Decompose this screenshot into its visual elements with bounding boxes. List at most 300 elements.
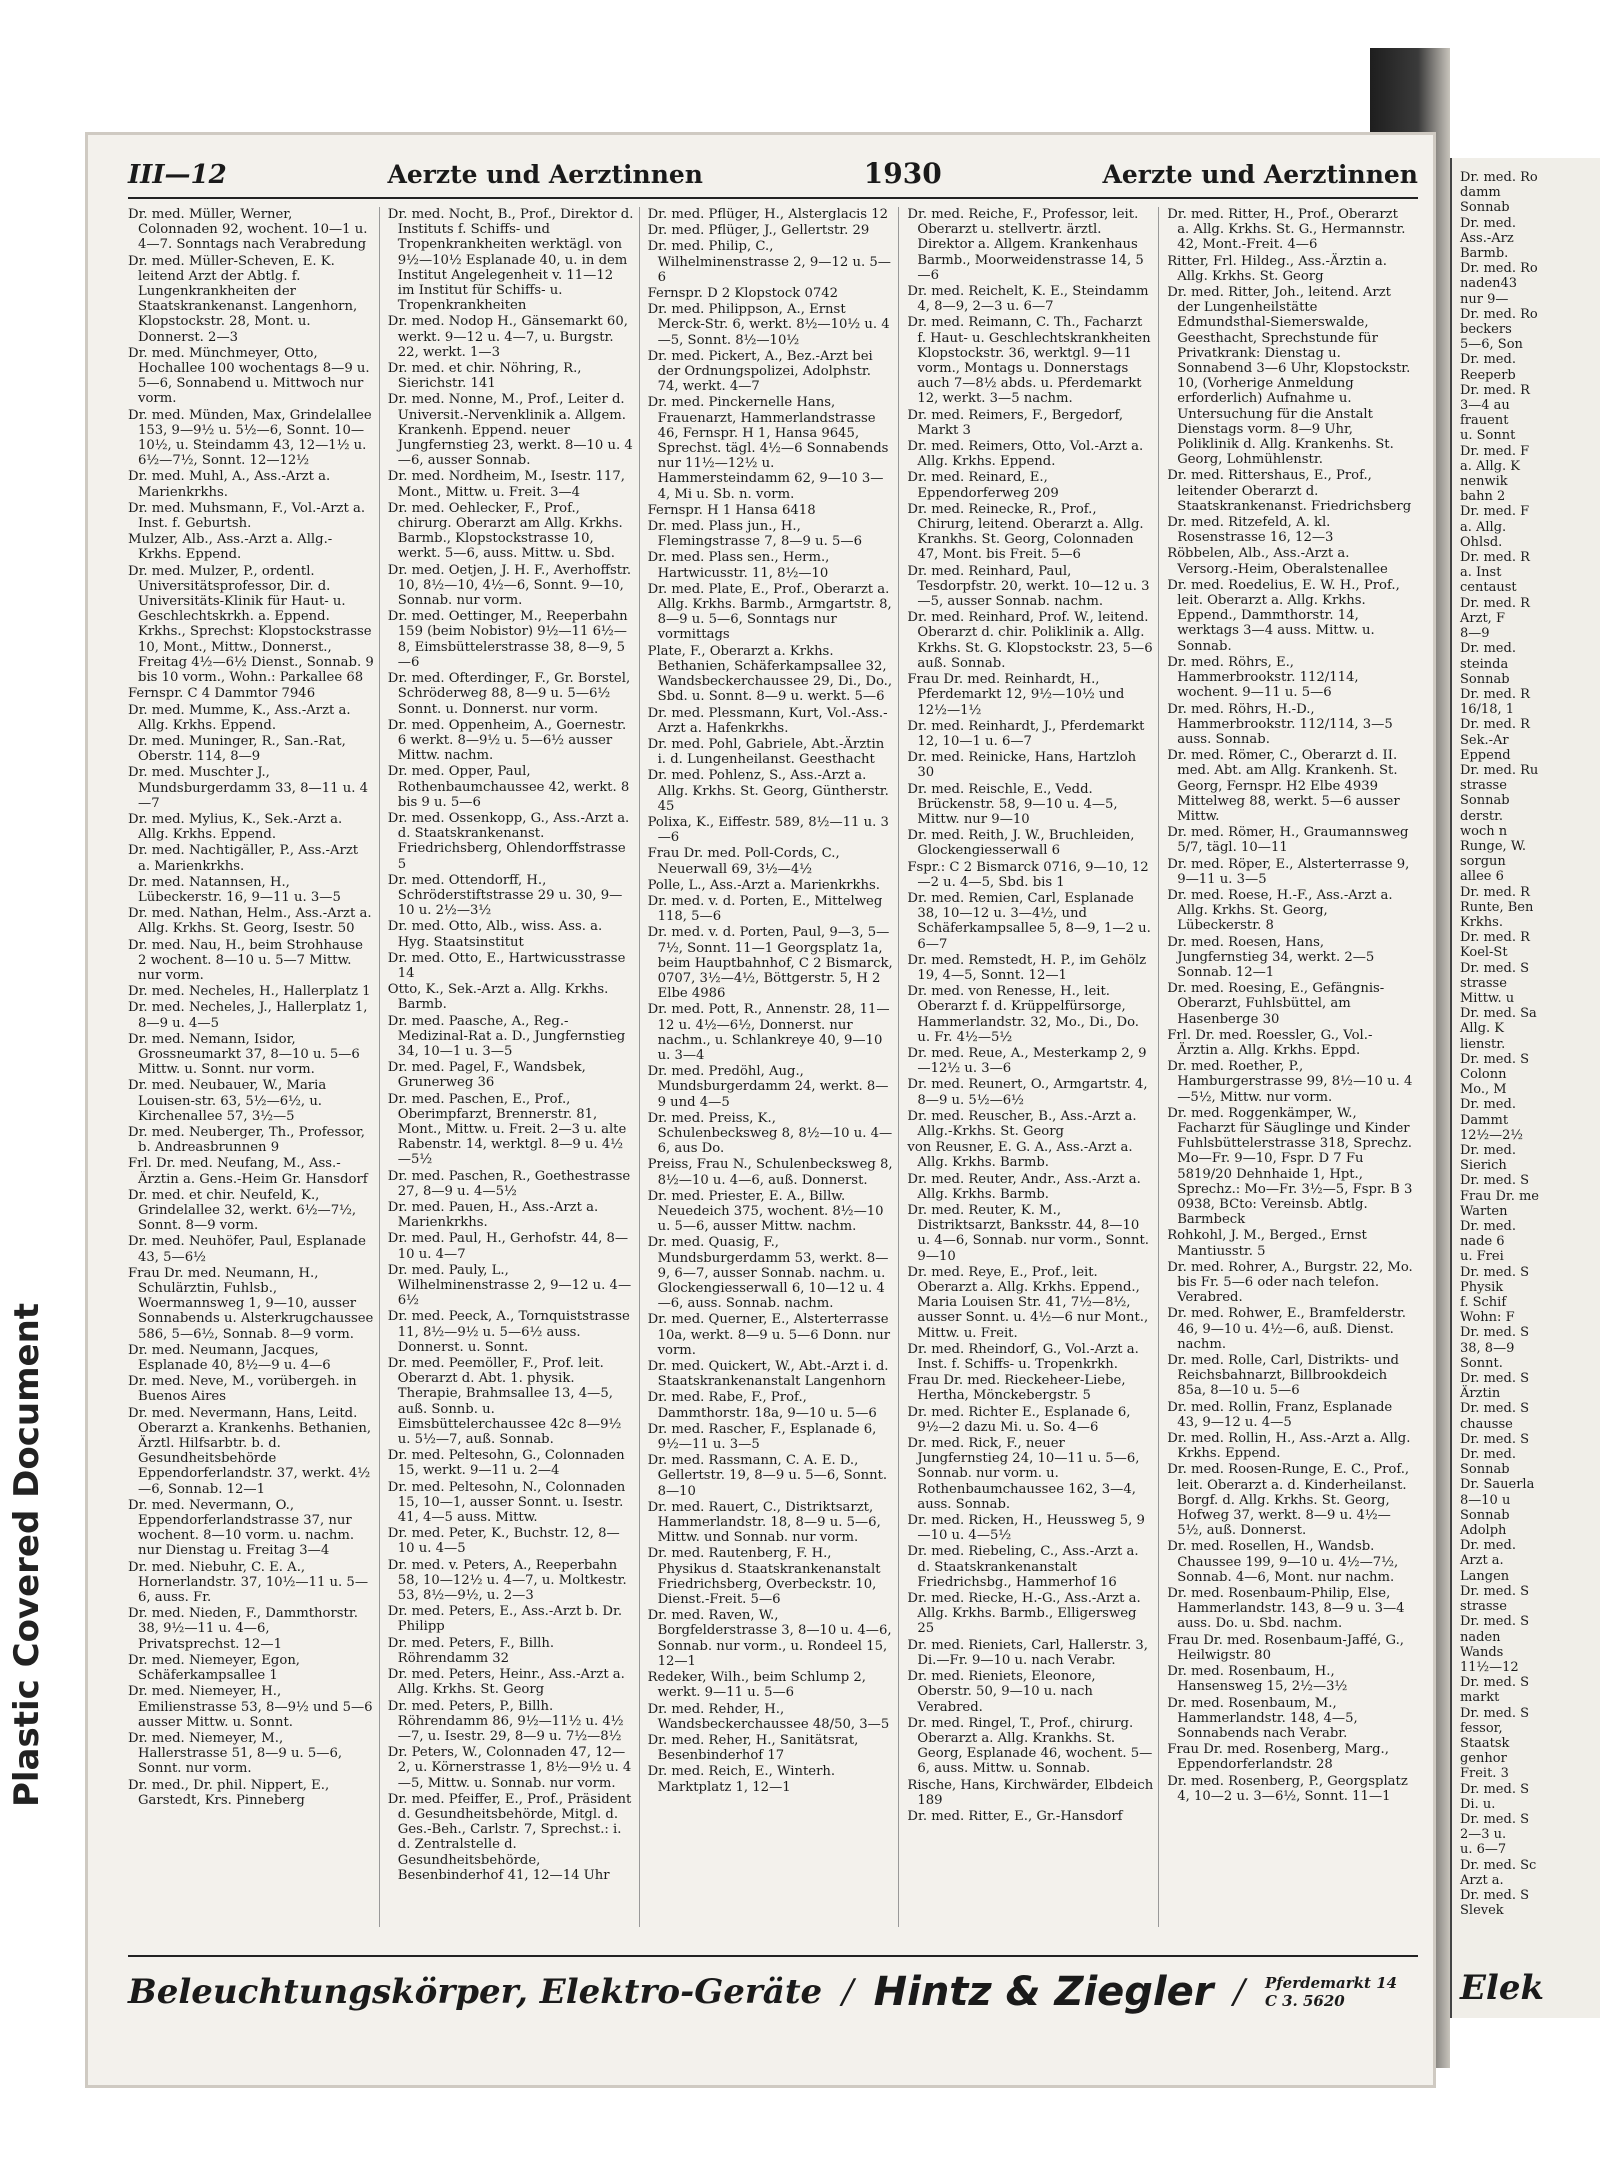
next-page-line: Colonn: [1460, 1066, 1507, 1082]
directory-entry: Dr. med. Römer, H., Graumannsweg 5/7, tägl. 10—11: [1167, 825, 1409, 856]
directory-entry: Dr. med. Nathan, Helm., Ass.-Arzt a. Allg. Krkhs. St. Georg, Isestr. 50: [128, 906, 372, 937]
next-page-line: Wands: [1460, 1644, 1504, 1660]
directory-entry: Dr. med. Niebuhr, C. E. A., Hornerlandstr. 37, 10½—11 u. 5—6, auss. Fr.: [128, 1559, 369, 1606]
next-page-line: Dr. med. R: [1460, 717, 1530, 733]
next-page-line: Dr. med. R: [1460, 595, 1530, 611]
directory-entry: Dr. med. Ritzefeld, A. kl. Rosenstrasse 16, 12—3: [1167, 515, 1334, 546]
directory-entry: Dr. med. Pflüger, H., Alsterglacis 12: [647, 207, 889, 222]
directory-entry: Dr. med. Predöhl, Aug., Mundsburgerdamm 24, werkt. 8—9 und 4—5: [647, 1064, 889, 1110]
directory-entry: Dr. med. Reith, J. W., Bruchleiden, Glockengiesserwall 6: [907, 828, 1135, 859]
directory-entry: Dr. med. Reuscher, B., Ass.-Arzt a. Allg.-Krkhs. St. Georg: [907, 1108, 1137, 1139]
section-title-right: Aerzte und Aerztinnen: [1102, 160, 1418, 189]
directory-entry: Dr. med. Rabe, F., Prof., Dammthorstr. 18a, 9—10 u. 5—6: [647, 1390, 877, 1421]
next-page-line: damm: [1460, 185, 1501, 201]
directory-entry: Dr. med. Roether, P., Hamburgerstrasse 99, 8½—10 u. 4—5½, Mittw. nur vorm.: [1167, 1059, 1413, 1105]
directory-entry: Dr. med. Ritter, E., Gr.-Hansdorf: [907, 1808, 1123, 1824]
next-page-line: Dr. med. Sc: [1460, 1857, 1537, 1873]
next-page-line: a. Allg.: [1460, 519, 1507, 535]
directory-entry: Dr. med. Plessmann, Kurt, Vol.-Ass.-Arzt a. Hafenkrkhs.: [647, 705, 888, 736]
column-2: [388, 207, 640, 1927]
directory-entry: Fernspr. D 2 Klopstock 0742: [647, 286, 839, 302]
directory-entry: Dr. med. Opper, Paul, Rothenbaumchaussee 42, werkt. 8 bis 9 u. 5—6: [387, 764, 630, 810]
directory-entry: Dr. med. Nodop H., Gänsemarkt 60, werkt. 9—12 u. 4—7, u. Burgstr. 22, werkt. 1—3: [387, 314, 628, 360]
directory-entry: Dr. med. Rauert, C., Distriktsarzt, Hammerlandstr. 18, 8—9 u. 5—6, Mittw. und Sonnab. nur vorm.: [647, 1499, 881, 1546]
directory-entry: Dr. med. Pagel, F., Wandsbek, Grunerweg 36: [387, 1060, 586, 1091]
next-page-line: Runte, Ben: [1460, 899, 1534, 915]
directory-entry: Polle, L., Ass.-Arzt a. Marienkrkhs.: [647, 877, 880, 893]
next-page-line: 5—6, Son: [1460, 337, 1523, 353]
directory-entry: Röbbelen, Alb., Ass.-Arzt a. Versorg.-Heim, Oberalstenallee: [1167, 546, 1388, 577]
next-page-line: Dr. med. F: [1460, 504, 1530, 520]
directory-entry: Dr. med. Necheles, H., Hallerplatz 1: [128, 984, 371, 1000]
next-page-line: Di. u.: [1460, 1796, 1496, 1812]
directory-entry: Dr. med. Rittershaus, E., Prof., leitender Oberarzt d. Staatskrankenanst. Friedrichsberg: [1167, 468, 1412, 514]
directory-entry: Dr. med. Neubauer, W., Maria Louisen-str. 63, 5½—6½, u. Kirchenallee 57, 3½—5: [128, 1078, 327, 1124]
directory-entry: Dr. med. Reimers, F., Bergedorf, Markt 3: [907, 407, 1124, 438]
next-page-line: Dr. med. R: [1460, 930, 1530, 946]
directory-entry: Dr. med. Natannsen, H., Lübeckerstr. 16, 9—11 u. 3—5: [128, 874, 341, 905]
directory-entry: Dr. med. Peter, K., Buchstr. 12, 8—10 u. 4—5: [387, 1526, 620, 1557]
directory-entry: Dr. med. Neumann, Jacques, Esplanade 40, 8½—9 u. 4—6: [128, 1342, 331, 1374]
next-page-line: Dr. med. S: [1460, 1811, 1529, 1827]
directory-entry: Dr. med. Richter E., Esplanade 6, 9½—2 dazu Mi. u. So. 4—6: [907, 1404, 1131, 1435]
directory-entry: Dr. med. Rheindorf, G., Vol.-Arzt a. Inst. f. Schiffs- u. Tropenkrkh.: [907, 1341, 1139, 1373]
next-page-line: Dr. med. F: [1460, 443, 1530, 459]
directory-entry: Dr. med. Reunert, O., Armgartstr. 4, 8—9 u. 5½—6½: [907, 1077, 1148, 1108]
column-5: [1167, 207, 1418, 1927]
directory-entry: Dr. med. Peeck, A., Tornquiststrasse 11, 8½—9½ u. 5—6½ auss. Donnerst. u. Sonnt.: [387, 1309, 630, 1355]
directory-entry: Dr. med. Reinecke, R., Prof., Chirurg, leitend. Oberarzt a. Allg. Krankhs. St. Georg, Colonnaden 47, Mont. bis Freit. 5—6: [907, 501, 1144, 563]
next-page-line: Dr. med. S: [1460, 1781, 1529, 1797]
directory-entry: Dr. med. Reischle, E., Vedd. Brückenstr. 58, 9—10 u. 4—5, Mittw. nur 9—10: [907, 781, 1118, 827]
next-page-line: naden: [1460, 1629, 1501, 1645]
next-page-line: 3—4 au: [1460, 398, 1510, 414]
next-page-line: Sonnab: [1460, 1507, 1510, 1523]
directory-entry: Dr. med. Nevermann, Hans, Leitd. Oberarzt a. Krankenhs. Bethanien, Ärztl. Hilfsarbtr. b. d. Gesundheitsbehörde Eppendorferlandstr. 37, werkt. 4½—6, Sonnab. 12—1: [128, 1405, 372, 1497]
directory-entry: Dr. med. Riecke, H.-G., Ass.-Arzt a. Allg. Krkhs. Barmb., Elligersweg 25: [907, 1591, 1141, 1637]
directory-entry: Dr. med. Roesing, E., Gefängnis-Oberarzt, Fuhlsbüttel, am Hasenberge 30: [1167, 981, 1385, 1027]
page-header: [128, 157, 1418, 199]
directory-entry: Dr. med. Pohlenz, S., Ass.-Arzt a. Allg. Krkhs. St. Georg, Güntherstr. 45: [647, 768, 889, 814]
side-label: Plastic Covered Document: [7, 1302, 48, 1808]
directory-entry: Dr. med. Reue, A., Mesterkamp 2, 9—12½ u. 3—6: [907, 1045, 1147, 1077]
directory-entry: Dr. med. Rosenbaum, M., Hammerlandstr. 148, 4—5, Sonnabends nach Verabr.: [1167, 1695, 1358, 1741]
next-page-line: Dr. med. S: [1460, 1431, 1529, 1447]
next-page-line: Dr. med.: [1460, 1097, 1516, 1113]
directory-entry: Dr. med. Pohl, Gabriele, Abt.-Ärztin i. d. Lungenheilanst. Geesthacht: [647, 736, 885, 768]
next-page-line: Dr. med. S: [1460, 1051, 1529, 1067]
directory-entry: Dr. med. Nonne, M., Prof., Leiter d. Universit.-Nervenklinik a. Allgem. Krankenh. Eppend. neuer Jungfernstieg 23, werkt. 8—10 u. 4—6, ausser Sonnab.: [387, 392, 633, 469]
directory-entry: Dr. med. et chir. Neufeld, K., Grindelallee 32, werkt. 6½—7½, Sonnt. 8—9 vorm.: [128, 1187, 357, 1234]
next-page-line: Runge, W.: [1460, 838, 1527, 854]
directory-entry: Dr. med. Muninger, R., San.-Rat, Oberstr. 114, 8—9: [128, 733, 346, 765]
directory-entry: Dr. Peters, W., Colonnaden 47, 12—2, u. Körnerstrasse 1, 8½—9½ u. 4—5, Mittw. u. Sonnab. nur vorm.: [387, 1745, 632, 1791]
next-page-line: Allg. K: [1460, 1021, 1505, 1037]
next-page-line: Sek.-Ar: [1460, 732, 1509, 748]
next-page-line: Dr. med.: [1460, 1538, 1516, 1554]
directory-entry: Ritter, Frl. Hildeg., Ass.-Ärztin a. Allg. Krkhs. St. Georg: [1167, 253, 1387, 284]
next-page-line: 38, 8—9: [1460, 1340, 1515, 1356]
next-page-line: Dr. med.: [1460, 641, 1516, 657]
directory-entry: Dr. med. Peemöller, F., Prof. leit. Oberarzt d. Abt. 1. physik. Therapie, Brahmsallee 13, 4—5, auß. Sonnb. u. Eimsbüttelerchaussee 42c 8—9½ u. 5½—7, auß. Sonnab.: [387, 1356, 622, 1448]
ad-text: Beleuchtungskörper, Elektro-Geräte: [128, 1972, 823, 2012]
next-page-line: Dr. med.: [1460, 1219, 1516, 1235]
next-page-line: Dr. med. S: [1460, 1401, 1529, 1417]
directory-entry: Dr. med. Rosenbaum-Philip, Else, Hammerlandstr. 143, 8—9 u. 3—4 auss. Do. u. Sbd. nachm.: [1167, 1586, 1405, 1632]
column-1: [128, 207, 380, 1927]
directory-entry: Dr. med. Reinicke, Hans, Hartzloh 30: [907, 750, 1137, 781]
directory-columns: [128, 207, 1418, 1927]
section-title-left: Aerzte und Aerztinnen: [387, 160, 703, 189]
next-page-line: Ohlsd.: [1460, 534, 1503, 550]
next-page-line: Dr. med. S: [1460, 1705, 1529, 1721]
directory-entry: Dr. med. Mumme, K., Ass.-Arzt a. Allg. Krkhs. Eppend.: [128, 702, 351, 733]
next-page-line: Arzt a.: [1460, 1872, 1504, 1888]
directory-entry: Preiss, Frau N., Schulenbecksweg 8, 8½—10 u. 4—6, auß. Donnerst.: [647, 1157, 893, 1188]
next-page-line: Staatsk: [1460, 1735, 1510, 1751]
directory-entry: Dr. med. et chir. Nöhring, R., Sierichstr. 141: [387, 361, 582, 392]
directory-entry: Dr. med. Ricken, H., Heussweg 5, 9—10 u. 4—5½: [907, 1513, 1145, 1544]
column-4: [907, 207, 1159, 1927]
next-page-line: frauent: [1460, 413, 1509, 429]
year: 1930: [863, 157, 942, 190]
directory-entry: Dr. med. Peters, E., Ass.-Arzt b. Dr. Philipp: [387, 1604, 623, 1635]
next-page-line: Krkhs.: [1460, 914, 1503, 930]
directory-entry: Dr. med. Neuberger, Th., Professor, b. Andreasbrunnen 9: [128, 1124, 366, 1156]
next-page-edge: [1450, 158, 1600, 2018]
next-page-line: Slevek: [1460, 1903, 1504, 1919]
next-page-line: Sonnt.: [1460, 1355, 1503, 1371]
directory-entry: Dr. med. Remstedt, H. P., im Gehölz 19, 4—5, Sonnt. 12—1: [907, 952, 1147, 983]
directory-entry: Dr. med. Pott, R., Annenstr. 28, 11—12 u. 4½—6½, Donnerst. nur nachm., u. Schlankreye 40, 9—10 u. 3—4: [647, 1002, 890, 1063]
next-page-line: 8—9: [1460, 626, 1490, 642]
directory-entry: Dr. med. Rollin, H., Ass.-Arzt a. Allg. Krkhs. Eppend.: [1167, 1431, 1411, 1462]
next-page-line: Dr. med. R: [1460, 884, 1530, 900]
next-page-line: bahn 2: [1460, 489, 1506, 505]
next-page-line: Sonnab: [1460, 200, 1510, 216]
directory-entry: Dr. med. Römer, C., Oberarzt d. II. med. Abt. am Allg. Krankenh. St. Georg, Fernspr. H2 Elbe 4939 Mittelweg 88, werkt. 5—6 ausser Mittw.: [1167, 748, 1400, 824]
directory-entry: Dr. med. Rollin, Franz, Esplanade 43, 9—12 u. 4—5: [1167, 1399, 1393, 1430]
directory-entry: Dr. med. Peltesohn, N., Colonnaden 15, 10—1, ausser Sonnt. u. Isestr. 41, 4—5 auss. Mittw.: [387, 1479, 626, 1526]
directory-entry: Dr. med. Rohwer, E., Bramfelderstr. 46, 9—10 u. 4½—6, auß. Dienst. nachm.: [1167, 1306, 1406, 1352]
directory-entry: Dr. med. Paschen, E., Prof., Oberimpfarzt, Brennerstr. 81, Mont., Mittw. u. Freit. 2—3 u. alte Rabenstr. 14, werktgl. 8—9 u. 4½—5½: [387, 1091, 627, 1168]
next-page-line: Dr. med. R: [1460, 382, 1530, 398]
directory-entry: Frau Dr. med. Rosenberg, Marg., Eppendorferlandstr. 28: [1167, 1742, 1389, 1773]
directory-entry: Dr. med. Roosen-Runge, E. C., Prof., leit. Oberarzt a. d. Kinderheilanst. Borgf. d. Allg. Krkhs. St. Georg, Hofweg 37, werkt. 8—9 u. 4½—5½, auß. Donnerst.: [1167, 1462, 1410, 1539]
directory-entry: Dr. med. Rieniets, Carl, Hallerstr. 3, Di.—Fr. 9—10 u. nach Verabr.: [907, 1637, 1148, 1668]
directory-entry: Dr. med. Ringel, T., Prof., chirurg. Oberarzt a. Allg. Krankhs. St. Georg, Esplanade 46, wochent. 5—6, auss. Mittw. u. Sonnab.: [907, 1715, 1153, 1777]
next-page-line: Dr. med. S: [1460, 1173, 1529, 1189]
next-page-line: nade 6: [1460, 1234, 1505, 1250]
directory-entry: Frl. Dr. med. Roessler, G., Vol.-Ärztin a. Allg. Krkhs. Eppd.: [1167, 1027, 1373, 1058]
next-page-line: Mo., M: [1460, 1082, 1507, 1098]
directory-entry: Dr. med. Plate, E., Prof., Oberarzt a. Allg. Krkhs. Barmb., Armgartstr. 8, 8—9 u. 5—6, Sonntags nur vormittags: [647, 581, 892, 643]
next-page-line: beckers: [1460, 322, 1512, 338]
next-page-line: 8—10 u: [1460, 1492, 1511, 1508]
next-page-line: Dr. med. S: [1460, 1675, 1529, 1691]
directory-entry: Dr. med. Ritter, H., Prof., Oberarzt a. Allg. Krkhs. St. G., Hermannstr. 42, Mont.-Freit. 4—6: [1167, 207, 1406, 253]
directory-entry: Dr. med. Priester, E. A., Billw. Neuedeich 375, wochent. 8½—10 u. 5—6, ausser Mittw. nachm.: [647, 1188, 884, 1235]
next-page-line: Dr. med. S: [1460, 1887, 1529, 1903]
page-number: III—12: [128, 160, 227, 190]
directory-entry: Dr. med. Ottendorff, H., Schröderstiftstrasse 29 u. 30, 9—10 u. 2½—3½: [387, 872, 623, 919]
directory-entry: Mulzer, Alb., Ass.-Arzt a. Allg.-Krkhs. Eppend.: [128, 532, 333, 563]
directory-entry: Dr. med. Münchmeyer, Otto, Hochallee 100 wochentags 8—9 u. 5—6, Sonnabend u. Mittwoch nur vorm.: [128, 345, 370, 407]
next-page-line: Dr. med. Sa: [1460, 1006, 1537, 1022]
directory-entry: Dr. med. Querner, E., Alsterterrasse 10a, werkt. 8—9 u. 5—6 Donn. nur vorm.: [647, 1312, 891, 1358]
ad-address-line-2: C 3. 5620: [1264, 1992, 1345, 2010]
next-page-line: Freit. 3: [1460, 1766, 1509, 1782]
next-page-line: centaust: [1460, 580, 1517, 596]
next-page-line: 12½—2½: [1460, 1127, 1524, 1143]
directory-entry: Dr. med. Rick, F., neuer Jungfernstieg 24, 10—11 u. 5—6, Sonnab. nur vorm. u. Rothenbaumchaussee 162, 3—4, auss. Sonnab.: [907, 1436, 1140, 1512]
directory-entry: Dr. med. Paasche, A., Reg.-Medizinal-Rat a. D., Jungfernstieg 34, 10—1 u. 3—5: [387, 1013, 626, 1059]
ad-address: [1265, 1974, 1397, 2010]
directory-entry: Polixa, K., Eiffestr. 589, 8½—11 u. 3—6: [647, 814, 889, 846]
directory-entry: Dr. med. Nau, H., beim Strohhause 2 wochent. 8—10 u. 5—7 Mittw. nur vorm.: [128, 937, 363, 983]
next-page-line: Dr. med. S: [1460, 1325, 1529, 1341]
next-page-line: steinda: [1460, 656, 1509, 672]
directory-entry: Dr. med. Reinhard, Prof. W., leitend. Oberarzt d. chir. Poliklinik a. Allg. Krkhs. St. G. Klopstockstr. 23, 5—6 auß. Sonnab.: [907, 610, 1153, 671]
next-page-line: strasse: [1460, 778, 1507, 794]
directory-entry: Dr. med. Pauly, L., Wilhelminenstrasse 2, 9—12 u. 4—6½: [387, 1262, 632, 1309]
next-page-line: nur 9—: [1460, 291, 1509, 307]
next-page-line: Arzt a.: [1460, 1553, 1504, 1569]
directory-entry: Dr. med. Reimann, C. Th., Facharzt f. Haut- u. Geschlechtskrankheiten Klopstockstr. 36, werktgl. 9—11 vorm., Montags u. Donnerstags auch 7—8½ abds. u. Pferdemarkt 12, werkt. 3—5 nachm.: [907, 315, 1151, 407]
directory-entry: Dr. med. Nocht, B., Prof., Direktor d. Instituts f. Schiffs- und Tropenkrankheiten werktägl. von 9½—10½ Esplanade 40, u. in dem Institut Angelegenheit v. 11—12 im Institut für Schiffs- u. Tropenkrankheiten: [387, 207, 634, 314]
next-page-line: u. 6—7: [1460, 1842, 1507, 1858]
next-page-line: a. Inst: [1460, 565, 1502, 581]
directory-entry: Dr. med. Ofterdinger, F., Gr. Borstel, Schröderweg 88, 8—9 u. 5—6½ Sonnt. u. Donnerst. nur vorm.: [387, 671, 631, 717]
directory-entry: Dr. med. Pauen, H., Ass.-Arzt a. Marienkrkhs.: [387, 1200, 599, 1231]
directory-entry: Frau Dr. med. Neumann, H., Schulärztin, Fuhlsb., Woermannsweg 1, 9—10, ausser Sonnabends u. Alsterkrugchaussee 586, 5—6½, Sonnab. 8—9 vorm.: [128, 1265, 374, 1342]
directory-entry: Dr. med. Nemann, Isidor, Grossneumarkt 37, 8—10 u. 5—6 Mittw. u. Sonnt. nur vorm.: [128, 1031, 360, 1078]
directory-entry: Dr. med. Muhl, A., Ass.-Arzt a. Marienkrkhs.: [128, 469, 331, 500]
next-page-line: Sierich: [1460, 1158, 1507, 1174]
directory-entry: Dr. med. Otto, Alb., wiss. Ass. a. Hyg. Staatsinstitut: [387, 919, 603, 950]
directory-entry: Frau Dr. med. Reinhardt, H., Pferdemarkt 12, 9½—10½ und 12½—1½: [907, 672, 1125, 718]
next-page-line: genhor: [1460, 1751, 1507, 1767]
next-page-line: naden43: [1460, 276, 1518, 292]
directory-entry: Dr. med. Preiss, K., Schulenbecksweg 8, 8½—10 u. 4—6, aus Do.: [647, 1110, 893, 1157]
next-page-line: Sonnab: [1460, 671, 1510, 687]
next-page-line: a. Allg. K: [1460, 458, 1521, 474]
next-page-line: Dr. med. Ro: [1460, 261, 1538, 277]
next-page-line: Dr. med.: [1460, 1447, 1516, 1463]
directory-entry: Dr. med. Otto, E., Hartwicusstrasse 14: [387, 950, 626, 981]
directory-entry: Otto, K., Sek.-Arzt a. Allg. Krkhs. Barmb.: [387, 982, 609, 1013]
directory-entry: Dr. med. Roese, H.-F., Ass.-Arzt a. Allg. Krkhs. St. Georg, Lübeckerstr. 8: [1167, 887, 1393, 934]
next-page-line: Barmb.: [1460, 246, 1509, 262]
next-page-line: Dr. med. Ru: [1460, 762, 1539, 778]
directory-entry: Dr. med. Rehder, H., Wandsbeckerchaussee 48/50, 3—5: [647, 1701, 890, 1732]
directory-entry: Dr. med., Dr. phil. Nippert, E., Garstedt, Krs. Pinneberg: [128, 1777, 330, 1808]
directory-entry: Dr. med. Röhrs, E., Hammerbrookstr. 112/114, wochent. 9—11 u. 5—6: [1167, 654, 1359, 701]
directory-entry: Fspr.: C 2 Bismarck 0716, 9—10, 12—2 u. 4—5, Sbd. bis 1: [907, 859, 1149, 890]
directory-entry: Dr. med. Reiche, F., Professor, leit. Oberarzt u. stellvertr. ärztl. Direktor a. Allgem. Krankenhaus Barmb., Moorweidenstrasse 14, 5—6: [907, 207, 1144, 283]
advertisement-banner: [128, 1955, 1418, 2027]
directory-entry: Dr. med. Niemeyer, Egon, Schäferkampsallee 1: [128, 1652, 301, 1684]
next-page-line: 16/18, 1: [1460, 702, 1514, 718]
next-page-line: Frau Dr. me: [1460, 1188, 1539, 1204]
directory-entry: Dr. med. Reuter, Andr., Ass.-Arzt a. Allg. Krkhs. Barmb.: [907, 1171, 1141, 1202]
directory-entry: von Reusner, E. G. A., Ass.-Arzt a. Allg. Krkhs. Barmb.: [907, 1140, 1133, 1171]
directory-entry: Dr. med. Mylius, K., Sek.-Arzt a. Allg. Krkhs. Eppend.: [128, 811, 343, 843]
directory-entry: Dr. med. Philippson, A., Ernst Merck-Str. 6, werkt. 8½—10½ u. 4—5, Sonnt. 8½—10½: [647, 302, 890, 348]
directory-entry: Dr. med. v. d. Porten, E., Mittelweg 118, 5—6: [647, 893, 883, 925]
directory-entry: Dr. med. Röper, E., Alsterterrasse 9, 9—11 u. 3—5: [1167, 856, 1410, 887]
next-page-line: Koel-St: [1460, 945, 1508, 961]
directory-entry: Dr. med. Peters, Heinr., Ass.-Arzt a. Allg. Krkhs. St. Georg: [387, 1667, 625, 1698]
directory-entry: Dr. med. Reinard, E., Eppendorferweg 209: [907, 470, 1059, 501]
directory-entry: Frl. Dr. med. Neufang, M., Ass.-Ärztin a. Gens.-Heim Gr. Hansdorf: [128, 1156, 368, 1187]
directory-entry: Dr. med. Roggenkämper, W., Facharzt für Säuglinge und Kinder Fuhlsbüttelerstrasse 318, Sprechz. Mo—Fr. 9—10, Fspr. D 7 Fu 5819/20 Dehnhaide 1, Hpt., Sprechz.: Mo—Fr. 3½—5, Fspr. B 3 0938, BCto: Vereinsb. Abtlg. Barmbeck: [1167, 1105, 1413, 1228]
directory-entry: Dr. med. Münden, Max, Grindelallee 153, 9—9½ u. 5½—6, Sonnt. 10—10½, u. Steindamm 43, 12—1½ u. 6½—7½, Sonnt. 12—12½: [128, 407, 372, 469]
next-page-line: Dr. med. S: [1460, 960, 1529, 976]
directory-entry: Dr. med. v. Peters, A., Reeperbahn 58, 10—12½ u. 4—7, u. Moltkestr. 53, 8½—9½, u. 2—3: [387, 1557, 627, 1604]
next-page-line: nenwik: [1460, 474, 1508, 490]
next-page-line: Dr. med. R: [1460, 686, 1530, 702]
directory-entry: Dr. med. Peltesohn, G., Colonnaden 15, werkt. 9—11 u. 2—4: [387, 1448, 625, 1479]
directory-entry: Dr. med. Paschen, R., Goethestrasse 27, 8—9 u. 4—5½: [387, 1168, 631, 1199]
next-page-line: Adolph: [1460, 1523, 1507, 1539]
directory-entry: Dr. med. Reye, E., Prof., leit. Oberarzt a. Allg. Krkhs. Eppend., Maria Louisen Str. 41, 7½—8½, ausser Sonnt. u. 4½—6 nur Mont., Mittw. u. Freit.: [907, 1264, 1149, 1341]
directory-entry: Dr. med. Muhsmann, F., Vol.-Arzt a. Inst. f. Geburtsh.: [128, 500, 366, 532]
directory-entry: Dr. med. von Renesse, H., leit. Oberarzt f. d. Krüppelfürsorge, Hammerlandstr. 32, Mo., Di., Do. u. Fr. 4½—5½: [907, 984, 1139, 1045]
directory-entry: Dr. med. Nachtigäller, P., Ass.-Arzt a. Marienkrkhs.: [128, 843, 359, 874]
directory-entry: Dr. med. Philip, C., Wilhelminenstrasse 2, 9—12 u. 5—6: [647, 239, 891, 285]
directory-entry: Dr. med. Oettinger, M., Reeperbahn 159 (beim Nobistor) 9½—11 6½—8, Eimsbüttelerstrasse 38, 8—9, 5—6: [387, 609, 628, 670]
next-page-line: markt: [1460, 1690, 1500, 1706]
directory-entry: Dr. med. Neve, M., vorübergeh. in Buenos Aires: [128, 1374, 357, 1405]
directory-entry: Dr. med. Nieden, F., Dammthorstr. 38, 9½—11 u. 4—6, Privatsprechst. 12—1: [128, 1606, 358, 1652]
directory-entry: Plate, F., Oberarzt a. Krkhs. Bethanien, Schäferkampsallee 32, Wandsbeckerchaussee 29, Di., Do., Sbd. u. Sonnt. 8—9 u. werkt. 5—6: [647, 643, 893, 705]
directory-entry: Fernspr. H 1 Hansa 6418: [647, 502, 816, 518]
directory-entry: Dr. med. Reinhardt, J., Pferdemarkt 12, 10—1 u. 6—7: [907, 718, 1145, 749]
directory-entry: Dr. med. Necheles, J., Hallerplatz 1, 8—9 u. 4—5: [128, 1000, 368, 1031]
next-page-line: Warten: [1460, 1203, 1508, 1219]
directory-entry: Dr. med. Pinckernelle Hans, Frauenarzt, Hammerlandstrasse 46, Fernspr. H 1, Hansa 9645, Sprechst. tägl. 4½—6 Sonnabends nur 11½—12½ u. Hammersteindamm 62, 9—10 3—4, Mi u. Sb. n. vorm.: [647, 395, 889, 502]
next-page-line: Sonnab: [1460, 793, 1510, 809]
directory-entry: Dr. med. Pickert, A., Bez.-Arzt bei der Ordnungspolizei, Adolphstr. 74, werkt. 4—7: [647, 348, 873, 395]
next-page-line: Physik: [1460, 1279, 1504, 1295]
directory-entry: Dr. med. Reuter, K. M., Distriktsarzt, Banksstr. 44, 8—10 u. 4—6, Sonnab. nur vorm., Sonnt. 9—10: [907, 1203, 1149, 1264]
directory-entry: Dr. med. Pflüger, J., Gellertstr. 29: [647, 223, 870, 239]
next-page-line: strasse: [1460, 975, 1507, 991]
directory-entry: Redeker, Wilh., beim Schlump 2, werkt. 9—11 u. 5—6: [647, 1670, 866, 1701]
ad-brand: Hintz & Ziegler: [873, 1969, 1214, 2015]
next-page-line: Ass.-Arz: [1460, 230, 1514, 246]
ad-separator-2: /: [1233, 1972, 1245, 2012]
directory-entry: Frau Dr. med. Poll-Cords, C., Neuerwall 69, 3½—4½: [647, 846, 840, 877]
next-page-line: woch n: [1460, 823, 1508, 839]
next-page-line: Wohn: F: [1460, 1310, 1515, 1326]
next-page-line: Dr. med.: [1460, 1143, 1516, 1158]
next-page-line: Dr. med. S: [1460, 1614, 1529, 1630]
directory-entry: Rische, Hans, Kirchwärder, Elbdeich 189: [907, 1777, 1154, 1808]
next-page-column: [1452, 158, 1600, 2018]
directory-entry: Dr. med. Ritter, Joh., leitend. Arzt der Lungenheilstätte Edmundsthal-Siemerswalde, Geesthacht, Sprechstunde für Privatkrank: Dienstag u. Sonnabend 3—6 Uhr, Klopstockstr. 10, (Vorherige Anmeldung erforderlich) Aufnahme u. Untersuchung für die Anstalt Dienstags vorm. 8—9 Uhr, Poliklinik d. Allg. Krankenhs. St. Georg, Lohmühlenstr.: [1167, 285, 1411, 468]
directory-entry: Fernspr. C 4 Dammtor 7946: [128, 686, 316, 702]
directory-entry: Dr. med. Rohrer, A., Burgstr. 22, Mo. bis Fr. 5—6 oder nach telefon. Verabred.: [1167, 1259, 1413, 1306]
next-page-line: Mittw. u: [1460, 990, 1515, 1006]
next-page-line: chausse: [1460, 1416, 1513, 1432]
directory-entry: Dr. med. Rascher, F., Esplanade 6, 9½—11 u. 3—5: [647, 1421, 877, 1453]
directory-entry: Dr. med. Müller-Scheven, E. K. leitend Arzt der Abtlg. f. Lungenkrankheiten der Staatskrankenanst. Langenhorn, Klopstockstr. 28, Mont. u. Donnerst. 2—3: [128, 253, 358, 345]
directory-entry: Dr. med. Niemeyer, H., Emilienstrasse 53, 8—9½ und 5—6 ausser Mittw. u. Sonnt.: [128, 1684, 373, 1730]
next-page-line: Dr. med. Ro: [1460, 306, 1538, 322]
directory-entry: Dr. med. Riebeling, C., Ass.-Arzt a. d. Staatskrankenanstalt Friedrichsbg., Hammerhof 16: [907, 1544, 1139, 1590]
next-page-line: 11½—12: [1460, 1659, 1519, 1675]
next-page-line: Dr. med. Ro: [1460, 170, 1538, 185]
directory-entry: Dr. med. Remien, Carl, Esplanade 38, 10—12 u. 3—4½, und Schäferkampsallee 5, 8—9, 1—2 u. 6—7: [907, 890, 1151, 952]
directory-entry: Dr. med. Neuhöfer, Paul, Esplanade 43, 5—6½: [128, 1234, 366, 1265]
next-page-line: 2—3 u.: [1460, 1827, 1507, 1843]
directory-entry: Dr. med. Roedelius, E. W. H., Prof., leit. Oberarzt a. Allg. Krkhs. Eppend., Dammthorstr. 14, werktags 3—4 auss. Mittw. u. Sonnab.: [1167, 577, 1400, 654]
directory-entry: Dr. med. Roesen, Hans, Jungfernstieg 34, werkt. 2—5 Sonnab. 12—1: [1167, 934, 1375, 980]
directory-entry: Dr. med. Rassmann, C. A. E. D., Gellertstr. 19, 8—9 u. 5—6, Sonnt. 8—10: [647, 1453, 888, 1499]
next-page-line: allee 6: [1460, 869, 1504, 885]
next-page-line: u. Sonnt: [1460, 428, 1516, 444]
next-page-line: Reeperb: [1460, 367, 1516, 383]
directory-entry: Dr. med. Ossenkopp, G., Ass.-Arzt a. d. Staatskrankenanst. Friedrichsberg, Ohlendorffstrasse 5: [387, 810, 630, 872]
ad-address-line-1: Pferdemarkt 14: [1264, 1974, 1398, 1992]
next-page-line: fessor,: [1460, 1720, 1503, 1736]
column-3: [648, 207, 900, 1927]
directory-entry: Dr. med. Rautenberg, F. H., Physikus d. Staatskrankenanstalt Friedrichsberg, Overbeckstr. 10, Dienst.-Freit. 5—6: [647, 1546, 881, 1608]
directory-entry: Dr. med. Oppenheim, A., Goernestr. 6 werkt. 8—9½ u. 5—6½ ausser Mittw. nachm.: [387, 717, 627, 764]
directory-entry: Rohkohl, J. M., Berged., Ernst Mantiusstr. 5: [1167, 1228, 1367, 1259]
next-page-line: Ärztin: [1460, 1386, 1501, 1402]
next-page-line: u. Frei: [1460, 1249, 1504, 1265]
next-page-line: derstr.: [1460, 808, 1504, 824]
directory-entry: Dr. med. Reher, H., Sanitätsrat, Besenbinderhof 17: [647, 1732, 859, 1764]
directory-entry: Dr. med. Paul, H., Gerhofstr. 44, 8—10 u. 4—7: [387, 1231, 629, 1262]
directory-entry: Dr. med. Rosenbaum, H., Hansensweg 15, 2½—3½: [1167, 1664, 1348, 1695]
directory-entry: Dr. med. Oetjen, J. H. F., Averhoffstr. 10, 8½—10, 4½—6, Sonnt. 9—10, Sonnab. nur vorm.: [387, 562, 632, 609]
directory-entry: Dr. med. Oehlecker, F., Prof., chirurg. Oberarzt am Allg. Krkhs. Barmb., Klopstockstrasse 10, werkt. 5—6, auss. Mittw. u. Sbd.: [387, 500, 623, 562]
directory-entry: Dr. med. Muschter J., Mundsburgerdamm 33, 8—11 u. 4—7: [128, 765, 368, 811]
directory-entry: Dr. med. Rosellen, H., Wandsb. Chaussee 199, 9—10 u. 4½—7½, Sonnab. 4—6, Mont. nur nachm.: [1167, 1539, 1399, 1585]
next-page-line: Dr. med. S: [1460, 1264, 1529, 1280]
directory-entry: Dr. med. Pfeiffer, E., Prof., Präsident d. Gesundheitsbehörde, Mitgl. d. Ges.-Beh., Carlstr. 7, Sprechst.: i. d. Zentralstelle d. Gesundheitsbehörde, Besenbinderhof 41, 12—14 Uhr: [387, 1791, 632, 1883]
directory-entry: Dr. med. Rolle, Carl, Distrikts- und Reichsbahnarzt, Billbrookdeich 85a, 8—10 u. 5—6: [1167, 1353, 1399, 1399]
directory-entry: Dr. med. Müller, Werner, Colonnaden 92, wochent. 10—1 u. 4—7. Sonntags nach Verabredung: [128, 207, 368, 253]
directory-entry: Dr. med. Quasig, F., Mundsburgerdamm 53, werkt. 8—9, 6—7, ausser Sonnab. nachm. u. Glockengiesserwall 6, 10—12 u. 4—6, auss. Sonnab. nachm.: [647, 1235, 889, 1312]
directory-entry: Dr. med. Niemeyer, M., Hallerstrasse 51, 8—9 u. 5—6, Sonnt. nur vorm.: [128, 1730, 343, 1777]
directory-entry: Dr. med. Reichelt, K. E., Steindamm 4, 8—9, 2—3 u. 6—7: [907, 284, 1149, 315]
next-page-line: Dr. med. S: [1460, 1371, 1529, 1387]
next-page-line: strasse: [1460, 1599, 1507, 1615]
next-page-line: Dammt: [1460, 1112, 1509, 1128]
directory-entry: Frau Dr. med. Rosenbaum-Jaffé, G., Heilwigstr. 80: [1167, 1632, 1404, 1663]
directory-entry: Dr. med. Raven, W., Borgfelderstrasse 3, 8—10 u. 4—6, Sonnab. nur vorm., u. Rondeel 15, 12—1: [647, 1608, 892, 1669]
next-page-line: Sonnab: [1460, 1462, 1510, 1478]
next-page-line: Eppend: [1460, 747, 1511, 763]
directory-entry: Dr. med. Röhrs, H.-D., Hammerbrookstr. 112/114, 3—5 auss. Sonnab.: [1167, 701, 1393, 747]
next-page-line: Dr. med.: [1460, 215, 1516, 231]
next-page-ad-fragment: Elek: [1460, 1968, 1545, 2008]
next-page-line: Arzt, F: [1460, 610, 1505, 626]
directory-entry: Frau Dr. med. Rieckeheer-Liebe, Hertha, Mönckebergstr. 5: [907, 1373, 1126, 1404]
next-page-line: Dr. Sauerla: [1460, 1477, 1535, 1493]
next-page-line: sorgun: [1460, 854, 1506, 870]
directory-entry: Dr. med. Plass jun., H., Flemingstrasse 7, 8—9 u. 5—6: [647, 519, 862, 550]
directory-entry: Dr. med. Nordheim, M., Isestr. 117, Mont., Mittw. u. Freit. 3—4: [387, 469, 625, 500]
next-page-line: Langen: [1460, 1568, 1510, 1584]
directory-entry: Dr. med. Peters, F., Billh. Röhrendamm 32: [387, 1635, 555, 1666]
directory-entry: Dr. med. v. d. Porten, Paul, 9—3, 5—7½, Sonnt. 11—1 Georgsplatz 1a, beim Hauptbahnhof, C 2 Bismarck, 0707, 3½—4½, Böttgerstr. 5, H 2 Elbe 4986: [647, 925, 893, 1002]
